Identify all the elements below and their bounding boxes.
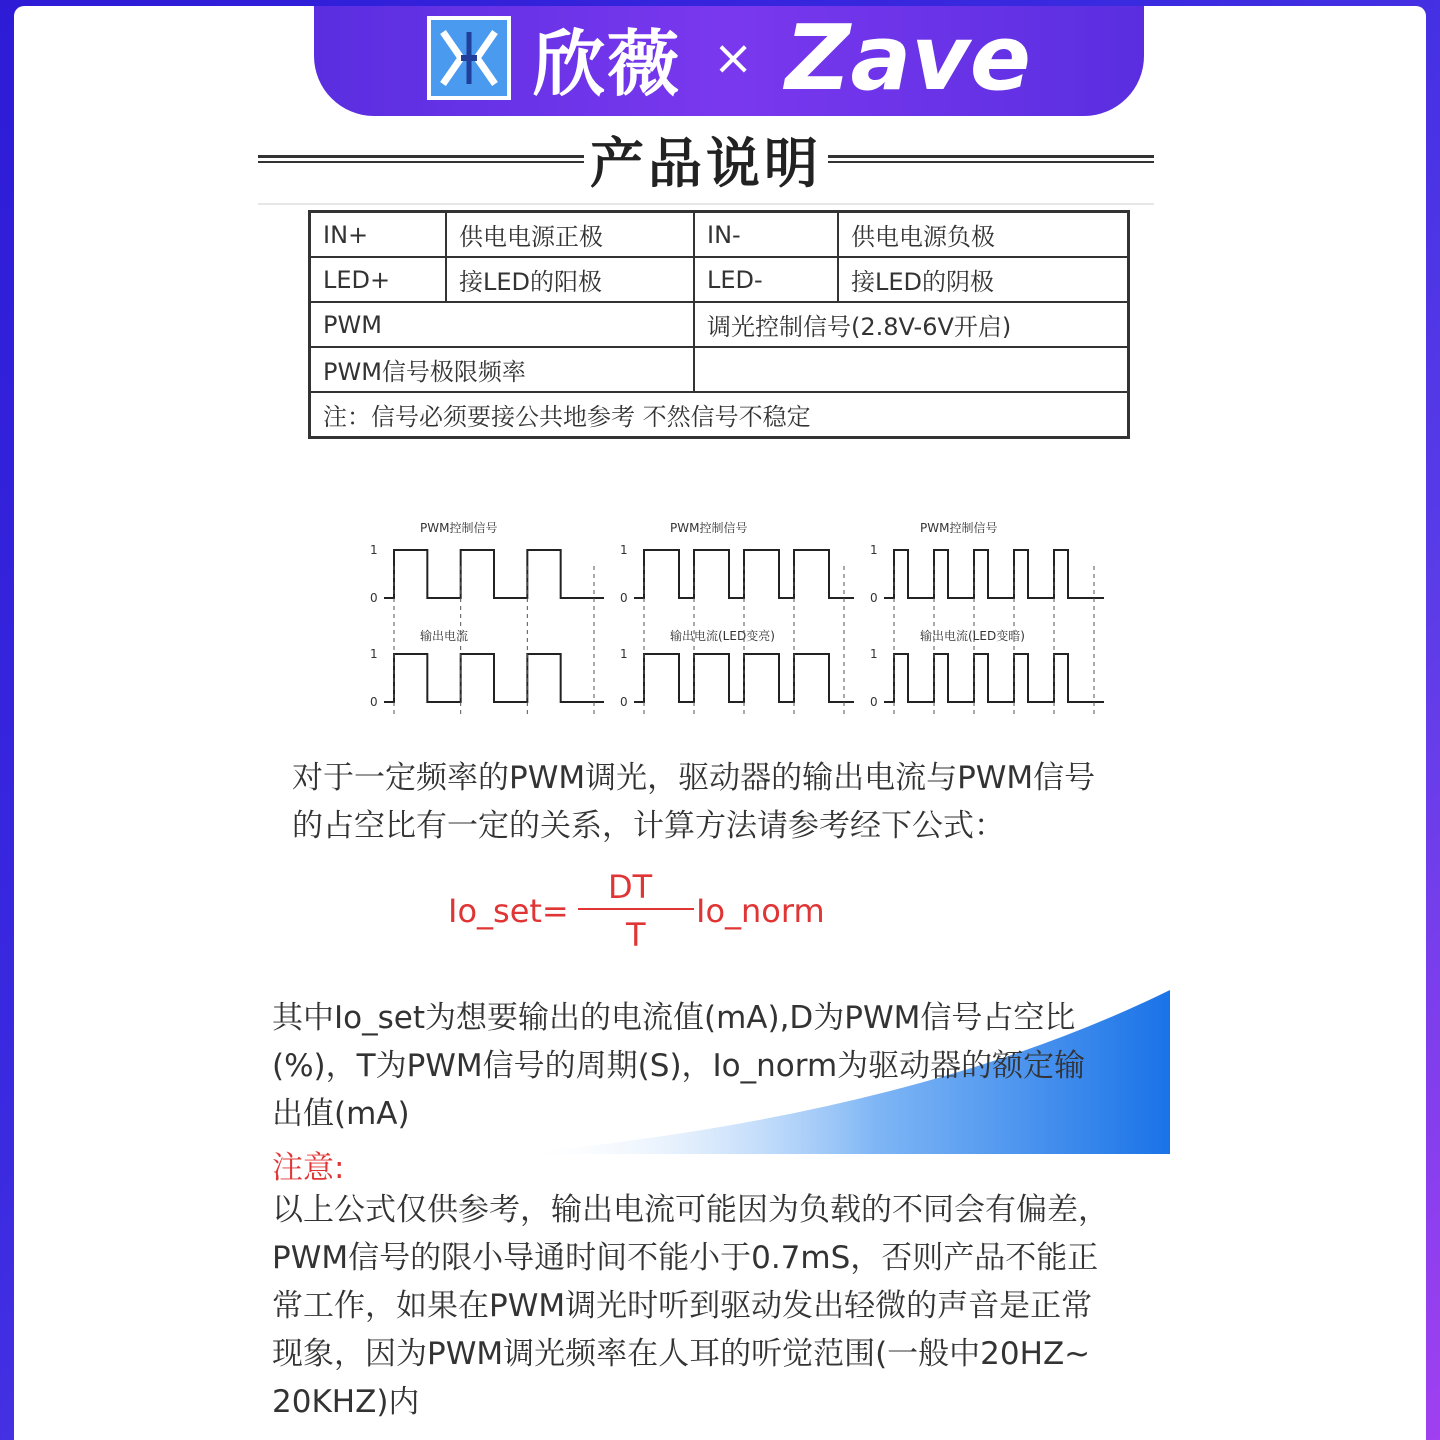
waveform-top-label: PWM控制信号	[420, 521, 498, 535]
explain-line: 其中Io_set为想要输出的电流值(mA),D为PWM信号占空比	[272, 1000, 1076, 1036]
note-line: 常工作，如果在PWM调光时听到驱动发出轻微的声音是正常	[272, 1288, 1093, 1324]
note-line: 现象，因为PWM调光频率在人耳的听觉范围(一般中20HZ~	[272, 1336, 1091, 1372]
formula-denominator: T	[626, 916, 646, 954]
pwm-signal-trace	[884, 550, 1104, 598]
waveform-level-label: 0	[370, 591, 378, 605]
waveform-bottom-label: 输出电流(LED变暗)	[920, 629, 1025, 643]
title-rule-left	[258, 155, 584, 163]
section-title	[258, 124, 1154, 194]
formula-numerator: DT	[608, 868, 653, 906]
pwm-signal-trace	[384, 550, 604, 598]
brand-banner	[314, 6, 1144, 116]
waveform-bottom-label: 输出电流	[420, 629, 469, 643]
table-cell: 供电电源负极	[838, 212, 1129, 258]
waveform-level-label: 0	[870, 695, 878, 709]
table-cell: PWM	[310, 302, 695, 347]
waveform-level-label: 0	[870, 591, 878, 605]
section-title-text: 产品说明	[590, 131, 822, 195]
explain-line: 出值(mA)	[272, 1096, 410, 1132]
table-cell: 接LED的阳极	[446, 257, 694, 302]
table-cell: LED+	[310, 257, 447, 302]
table-cell: 供电电源正极	[446, 212, 694, 258]
note-line: 20KHZ)内	[272, 1384, 420, 1420]
table-row	[310, 212, 1129, 258]
waveform-level-label: 1	[870, 543, 878, 557]
waveform-level-label: 1	[370, 543, 378, 557]
note-paragraph	[272, 1186, 1109, 1426]
spec-table	[308, 210, 1130, 439]
formula-lhs: Io_set=	[448, 892, 569, 930]
waveform-top-label: PWM控制信号	[670, 521, 748, 535]
waveform-bottom-label: 输出电流(LED变亮)	[670, 629, 775, 643]
table-cell	[694, 347, 1129, 392]
intro-paragraph	[292, 754, 1095, 850]
waveform-level-label: 1	[620, 647, 628, 661]
output-current-trace	[384, 654, 604, 702]
brand-separator: ×	[713, 30, 754, 86]
pwm-waveform-diagram	[364, 506, 1104, 726]
intro-line: 对于一定频率的PWM调光，驱动器的输出电流与PWM信号	[292, 760, 1096, 796]
table-cell: 接LED的阴极	[838, 257, 1129, 302]
brand-name-en: Zave	[785, 6, 1031, 111]
waveform-level-label: 0	[620, 591, 628, 605]
note-line: 以上公式仅供参考，输出电流可能因为负载的不同会有偏差，	[272, 1192, 1109, 1228]
waveform-level-label: 1	[870, 647, 878, 661]
explain-line: (%)，T为PWM信号的周期(S)，Io_norm为驱动器的额定输	[272, 1048, 1086, 1084]
intro-line: 的占空比有一定的关系，计算方法请参考经下公式：	[292, 808, 1005, 844]
brand-name-cn: 欣薇	[533, 22, 682, 106]
explain-paragraph	[272, 994, 1085, 1138]
note-label: 注意:	[272, 1150, 345, 1186]
table-cell: IN+	[310, 212, 447, 258]
divider	[258, 203, 1154, 205]
title-rule-right	[828, 155, 1154, 163]
waveform-level-label: 0	[620, 695, 628, 709]
table-cell: PWM信号极限频率	[310, 347, 695, 392]
table-row	[310, 257, 1129, 302]
table-row	[310, 302, 1129, 347]
waveform-level-label: 1	[370, 647, 378, 661]
table-row	[310, 347, 1129, 392]
current-formula	[448, 862, 848, 962]
formula-rhs: Io_norm	[696, 892, 825, 930]
table-note: 注：信号必须要接公共地参考 不然信号不稳定	[310, 392, 1129, 438]
waveform-level-label: 0	[370, 695, 378, 709]
table-cell: IN-	[694, 212, 838, 258]
table-cell: 调光控制信号(2.8V-6V开启)	[694, 302, 1129, 347]
note-line: PWM信号的限小导通时间不能小于0.7mS，否则产品不能正	[272, 1240, 1099, 1276]
waveform-top-label: PWM控制信号	[920, 521, 998, 535]
table-cell: LED-	[694, 257, 838, 302]
xw-logo-icon	[427, 16, 511, 100]
table-row	[310, 392, 1129, 438]
fraction-bar	[578, 908, 694, 910]
output-current-trace	[884, 654, 1104, 702]
product-page	[14, 6, 1426, 1440]
waveform-level-label: 1	[620, 543, 628, 557]
